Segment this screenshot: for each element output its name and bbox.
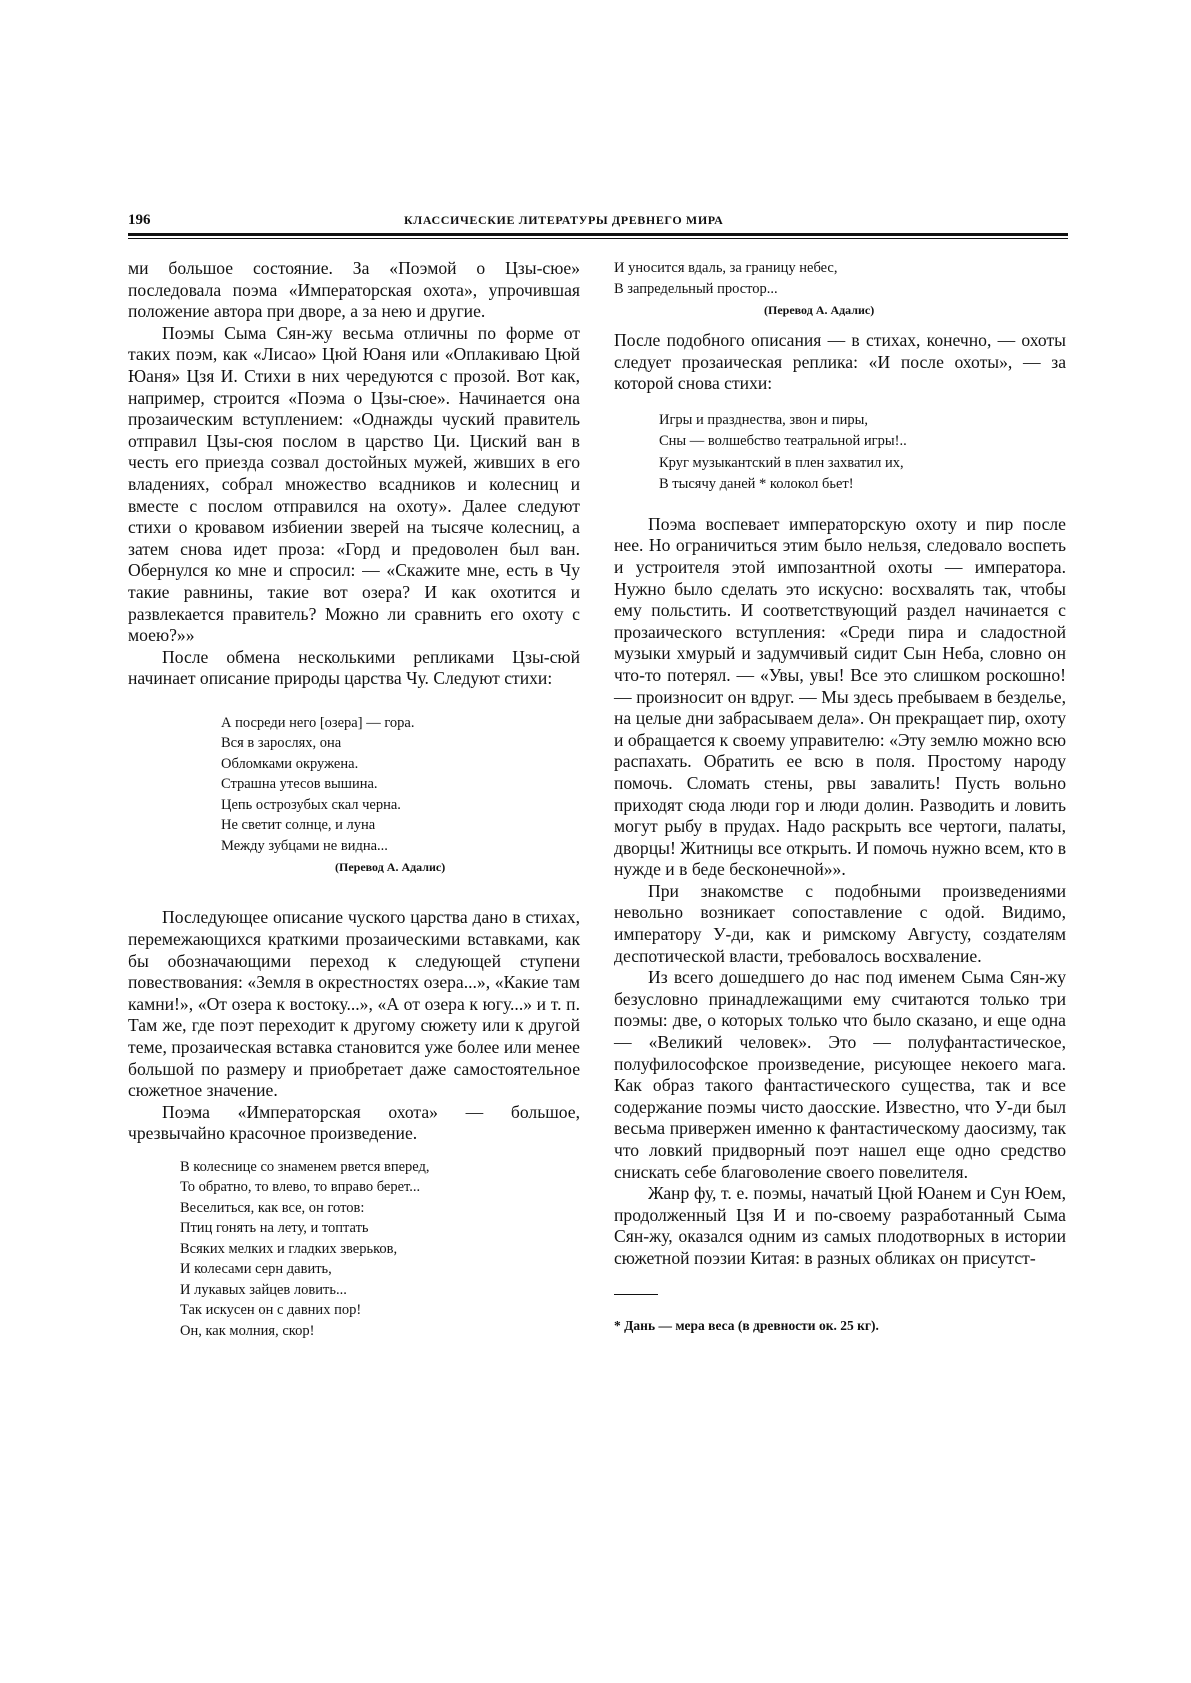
verse-line: Птиц гонять на лету, и топтать [180, 1220, 369, 1237]
page-number: 196 [128, 212, 151, 228]
verse-block [659, 410, 1066, 496]
verse-block [180, 1157, 580, 1342]
page-header [128, 212, 1068, 234]
verse-block [221, 713, 580, 878]
verse-line: В колеснице со знаменем рвется вперед, [180, 1158, 430, 1175]
paragraph: Поэма воспевает императорскую охоту и пир после нее. Но ограничиться этим было нельзя, следовало воспеть и устроителя этой импозантной охоты — императора. Нужно было сделать это искусно: восхвалять так, чтобы ему польстить. И соответствующий раздел начинается с прозаического вступления: «Среди пира и сладостной музыки хмурый и задумчивый сидит Сын Неба, словно он что-то потерял. — «Увы, увы! Все это слишком роскошно! — произносит он вдруг. — Мы здесь пребываем в безделье, на целые дни забрасываем дела». Он прекращает пир, охоту и обращается к своему управителю: «Эту землю можно всю распахать. Обратить ее всю в поля. Простому народу помочь. Сломать стены, рвы завалить! Пусть вольно приходят сюда люди гор и люди долин. Разводить и ловить могут рыбу в прудах. Надо раскрыть все чертоги, палаты, дворцы! Житницы все открыть. И помочь нужно всем, кто в нужде и в беде бесконечной»». [614, 513, 1066, 880]
verse-line: В тысячу даней * колокол бьет! [659, 476, 854, 493]
footnote-rule [614, 1294, 658, 1295]
paragraph: Поэма «Императорская охота» — большое, чрезвычайно красочное произведение. [128, 1101, 580, 1144]
right-column [614, 258, 1066, 1336]
verse-line: Не светит солнце, и луна [221, 817, 376, 834]
verse-line: Страшна утесов вышина. [221, 776, 378, 793]
verse-line: А посреди него [озера] — гора. [221, 714, 415, 731]
verse-line: Сны — волшебство театральной игры!.. [659, 433, 907, 450]
verse-line: Цепь острозубых скал черна. [221, 796, 401, 813]
verse-line: Вся в зарослях, она [221, 735, 342, 752]
paragraph: Жанр фу, т. е. поэмы, начатый Цюй Юанем и Сун Юем, продолженный Цзя И и по-своему разработанный Сыма Сян-жу, оказался одним из самых плодотворных в истории сюжетной поэзии Китая: в разных обликах он присутст- [614, 1183, 1066, 1268]
verse-line: Так искусен он с давних пор! [180, 1302, 362, 1319]
paragraph: После обмена несколькими репликами Цзы-сюй начинает описание природы царства Чу. Следуют стихи: [128, 646, 580, 689]
paragraph: Поэмы Сыма Сян-жу весьма отличны по форме от таких поэм, как «Лисао» Цюй Юаня или «Оплакиваю Цюй Юаня» Цзя И. Стихи в них чередуются с прозой. Вот как, например, строится «Поэма о Цзы-сюе». Начинается она прозаическим вступлением: «Однажды чуский правитель отправил Цзы-сюя послом в царство Ци. Циский ван в честь его приезда созвал достойных мужей, живших в его владениях, собрал множество всадников и колесниц и вместе с послом отправился на охоту». Далее следуют стихи о кровавом избиении зверей на тысяче колесниц, а затем снова идет проза: «Горд и предоволен был ван. Обернулся ко мне и спросил: — «Скажите мне, есть в Чу такие равнины, такие вот озера? И как охотится и развлекается правитель? Можно ли сравнить его охоту с моею?»» [128, 322, 580, 646]
left-column [128, 258, 580, 1341]
verse-line: И лукавых зайцев ловить... [180, 1281, 347, 1298]
translation-credit: (Перевод А. Адалис) [764, 303, 875, 317]
paragraph: ми большое состояние. За «Поэмой о Цзы-сюе» последовала поэма «Императорская охота», упрочившая положение автора при дворе, а за нею и другие. [128, 258, 580, 322]
verse-line: Веселиться, как все, он готов: [180, 1199, 365, 1216]
verse-line: Круг музыкантский в плен захватил их, [659, 454, 904, 471]
footnote: * Дань — мера веса (в древности ок. 25 кг). [614, 1317, 879, 1333]
translation-credit: (Перевод А. Адалис) [335, 860, 446, 875]
verse-line: В запредельный простор... [614, 280, 778, 297]
verse-line: И колесами серн давить, [180, 1261, 332, 1278]
verse-line: Игры и празднества, звон и пиры, [659, 411, 869, 428]
header-rule-thin [128, 238, 1068, 239]
verse-block [614, 258, 1066, 320]
verse-line: Он, как молния, скор! [180, 1322, 315, 1339]
header-rule [128, 233, 1068, 236]
paragraph: Из всего дошедшего до нас под именем Сыма Сян-жу безусловно принадлежащими ему считаются только три поэмы: две, о которых только что было сказано, и еще одна — «Великий человек». Это — полуфантастическое, полуфилософское произведение, рисующее некоего мага. Как образ такого фантастического существа, так и все содержание поэмы чисто даосские. Известно, что У-ди был весьма привержен именно к фантастическому даосизму, так что ловкий придворный поэт нашел еще одно средство снискать себе благоволение своего повелителя. [614, 967, 1066, 1182]
verse-line: То обратно, то влево, то вправо берет... [180, 1179, 421, 1196]
running-head: КЛАССИЧЕСКИЕ ЛИТЕРАТУРЫ ДРЕВНЕГО МИРА [404, 213, 724, 227]
paragraph: При знакомстве с подобными произведениями невольно возникает сопоставление с одой. Видимо, императору У-ди, как и римскому Августу, создателям деспотической власти, требовалось восхваление. [614, 880, 1066, 966]
verse-line: Между зубцами не видна... [221, 837, 388, 854]
paragraph: После подобного описания — в стихах, конечно, — охоты следует прозаическая реплика: «И после охоты», — за которой снова стихи: [614, 330, 1066, 394]
verse-line: Всяких мелких и гладких зверьков, [180, 1240, 398, 1257]
paragraph: Последующее описание чуского царства дано в стихах, перемежающихся краткими прозаическими вставками, как бы обозначающими переход к следующей ступени повествования: «Земля в окрестностях озера...», «Какие там камни!», «От озера к востоку...», «А от озера к югу...» и т. п. Там же, где поэт переходит к другому сюжету или к другой теме, прозаическая вставка становится уже более или менее большой по размеру и приобретает даже самостоятельное сюжетное значение. [128, 907, 580, 1101]
verse-line: И уносится вдаль, за границу небес, [614, 260, 838, 276]
verse-line: Обломками окружена. [221, 755, 359, 772]
